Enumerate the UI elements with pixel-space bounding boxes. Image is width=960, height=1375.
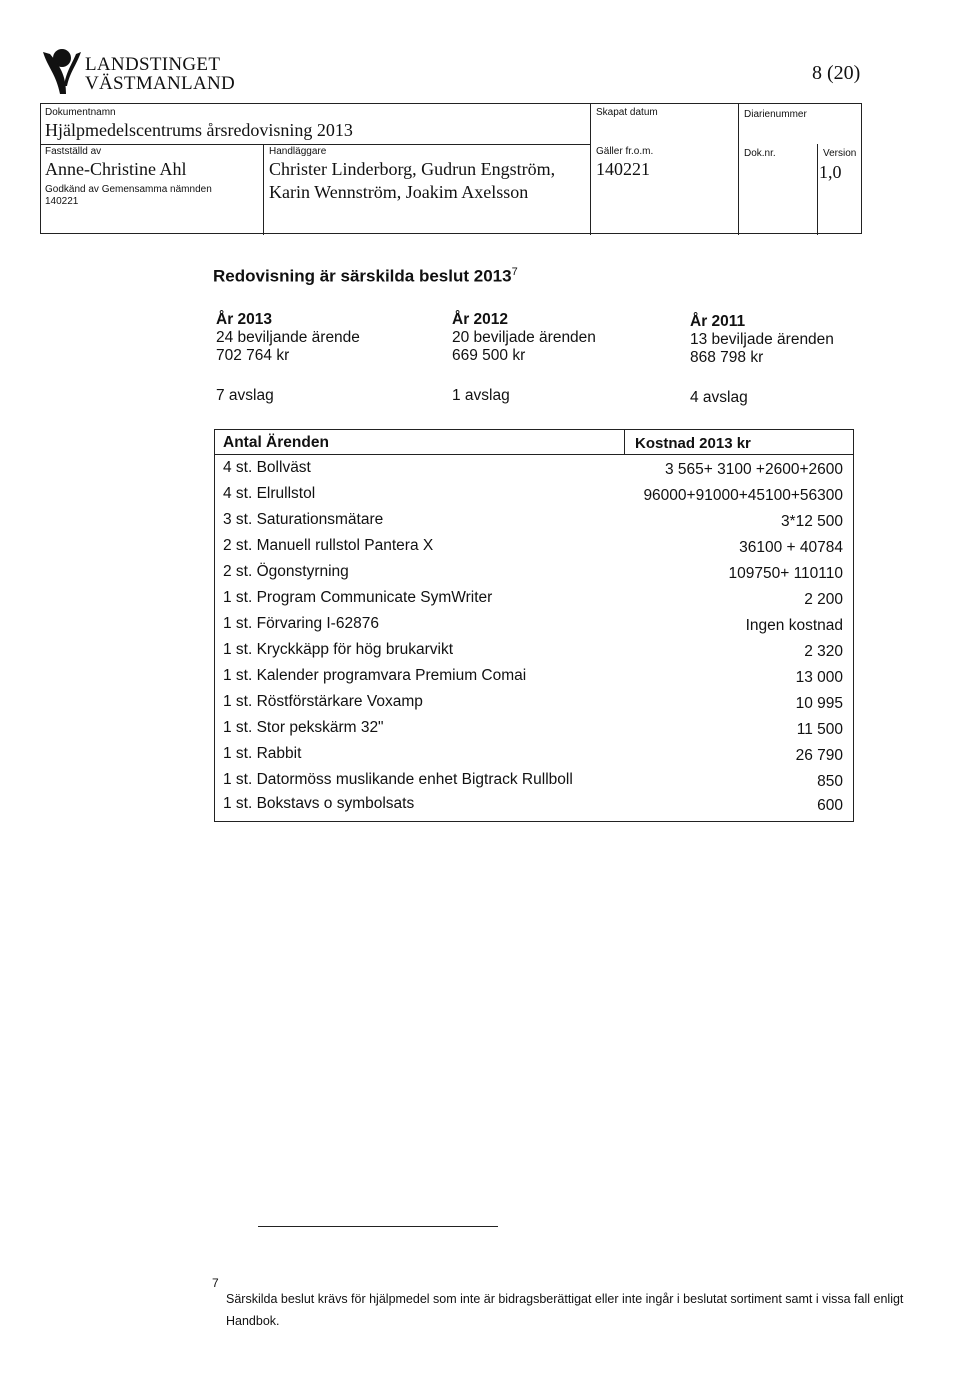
year-label: År 2012 bbox=[452, 311, 509, 328]
table-cell-item: 3 st. Saturationsmätare bbox=[223, 511, 384, 528]
handlaggare-line2: Karin Wennström, Joakim Axelsson bbox=[269, 182, 529, 202]
table-row bbox=[215, 485, 853, 505]
version-label: Version bbox=[823, 148, 857, 159]
table-row bbox=[215, 667, 853, 687]
godkand-date: 140221 bbox=[45, 196, 79, 207]
table-cell-cost: 11 500 bbox=[796, 721, 843, 738]
column-header-kostnad: Kostnad 2013 kr bbox=[635, 435, 751, 452]
table-cell-cost: 600 bbox=[817, 797, 843, 814]
faststalld-label: Fastställd av bbox=[45, 146, 102, 157]
table-row bbox=[215, 537, 853, 557]
table-row bbox=[215, 459, 853, 479]
section-title bbox=[213, 266, 518, 287]
dok-nr-label: Dok.nr. bbox=[744, 148, 776, 159]
galler-fr-om-value: 140221 bbox=[596, 159, 650, 179]
galler-fr-om-label: Gäller fr.o.m. bbox=[596, 146, 654, 157]
footnote-reference: 7 bbox=[511, 266, 518, 278]
table-row bbox=[215, 641, 853, 661]
table-cell-item: 1 st. Rabbit bbox=[223, 745, 302, 762]
organization-logo bbox=[40, 46, 240, 98]
avslag-2013: 7 avslag bbox=[216, 387, 274, 404]
version-value: 1,0 bbox=[819, 162, 842, 182]
table-cell-item: 1 st. Röstförstärkare Voxamp bbox=[223, 693, 423, 710]
table-row bbox=[215, 563, 853, 583]
table-cell-item: 4 st. Elrullstol bbox=[223, 485, 316, 502]
table-cell-item: 1 st. Kalender programvara Premium Comai bbox=[223, 667, 527, 684]
year-label: År 2011 bbox=[690, 313, 746, 330]
table-cell-item: 2 st. Ögonstyrning bbox=[223, 563, 349, 580]
faststalld-value: Anne-Christine Ahl bbox=[45, 159, 187, 179]
table-cell-cost: 850 bbox=[817, 773, 843, 790]
table-cell-item: 1 st. Kryckkäpp för hög brukarvikt bbox=[223, 641, 454, 658]
footnote-text: Särskilda beslut krävs för hjälpmedel som inte är bidragsberättigat eller inte ingår i beslutat sortiment samt i vissa fall enligt Handbok. bbox=[226, 1292, 904, 1328]
column-header-antal-arenden: Antal Ärenden bbox=[223, 434, 329, 451]
landstinget-logo-icon bbox=[40, 46, 84, 96]
table-cell-cost: 10 995 bbox=[795, 695, 843, 712]
table-cell-item: 1 st. Stor pekskärm 32" bbox=[223, 719, 384, 736]
year-kostnad: 868 798 kr bbox=[690, 349, 764, 366]
logo-text-line1: LANDSTINGET bbox=[85, 54, 221, 75]
table-cell-cost: 26 790 bbox=[795, 747, 843, 764]
table-cell-item: 1 st. Program Communicate SymWriter bbox=[223, 589, 493, 606]
table-row bbox=[215, 589, 853, 609]
section-title-text: Redovisning är särskilda beslut 2013 bbox=[213, 266, 512, 286]
table-cell-item: 4 st. Bollväst bbox=[223, 459, 311, 476]
table-cell-cost: Ingen kostnad bbox=[745, 617, 843, 634]
year-arenden: 20 beviljade ärenden bbox=[452, 329, 596, 346]
table-row bbox=[215, 693, 853, 713]
table-cell-cost: 36100 + 40784 bbox=[739, 539, 843, 556]
year-arenden: 13 beviljade ärenden bbox=[690, 331, 834, 348]
table-row bbox=[215, 615, 853, 635]
year-arenden: 24 beviljande ärende bbox=[216, 329, 360, 346]
logo-text-line2: VÄSTMANLAND bbox=[85, 73, 236, 94]
year-summary-2012 bbox=[452, 311, 596, 365]
table-cell-cost: 3 565+ 3100 +2600+2600 bbox=[664, 461, 843, 478]
godkand-label: Godkänd av Gemensamma nämnden bbox=[45, 184, 212, 195]
handlaggare-line1: Christer Linderborg, Gudrun Engström, bbox=[269, 159, 556, 179]
page-number: 8 (20) bbox=[812, 62, 861, 84]
table-cell-item: 1 st. Förvaring I-62876 bbox=[223, 615, 379, 632]
table-row bbox=[215, 771, 853, 791]
decisions-table bbox=[214, 429, 854, 822]
table-cell-cost: 13 000 bbox=[795, 669, 843, 686]
document-name: Hjälpmedelscentrums årsredovisning 2013 bbox=[45, 120, 353, 140]
table-cell-cost: 3*12 500 bbox=[780, 513, 843, 530]
handlaggare-label: Handläggare bbox=[269, 146, 327, 157]
table-row bbox=[215, 511, 853, 531]
table-row bbox=[215, 745, 853, 765]
table-cell-cost: 2 200 bbox=[804, 591, 843, 608]
footnote-separator bbox=[258, 1226, 498, 1227]
table-row bbox=[215, 795, 853, 815]
year-kostnad: 702 764 kr bbox=[216, 347, 290, 364]
table-cell-cost: 2 320 bbox=[804, 643, 843, 660]
table-cell-item: 1 st. Bokstavs o symbolsats bbox=[223, 795, 415, 812]
year-label: År 2013 bbox=[216, 311, 273, 328]
avslag-2012: 1 avslag bbox=[452, 387, 510, 404]
avslag-2011: 4 avslag bbox=[690, 389, 748, 406]
year-summary-2013 bbox=[216, 311, 360, 365]
year-summary-2011 bbox=[690, 313, 834, 367]
table-cell-cost: 109750+ 110110 bbox=[728, 565, 843, 582]
footnote-number: 7 bbox=[212, 1276, 219, 1290]
table-cell-item: 1 st. Datormöss muslikande enhet Bigtrack Rullboll bbox=[223, 771, 573, 788]
table-cell-cost: 96000+91000+45100+56300 bbox=[643, 487, 843, 504]
dokumentnamn-label: Dokumentnamn bbox=[45, 107, 116, 118]
table-row bbox=[215, 719, 853, 739]
diarienummer-label: Diarienummer bbox=[744, 109, 807, 120]
table-cell-item: 2 st. Manuell rullstol Pantera X bbox=[223, 537, 434, 554]
document-header-box bbox=[40, 103, 862, 234]
year-kostnad: 669 500 kr bbox=[452, 347, 526, 364]
skapat-datum-label: Skapat datum bbox=[596, 107, 658, 118]
